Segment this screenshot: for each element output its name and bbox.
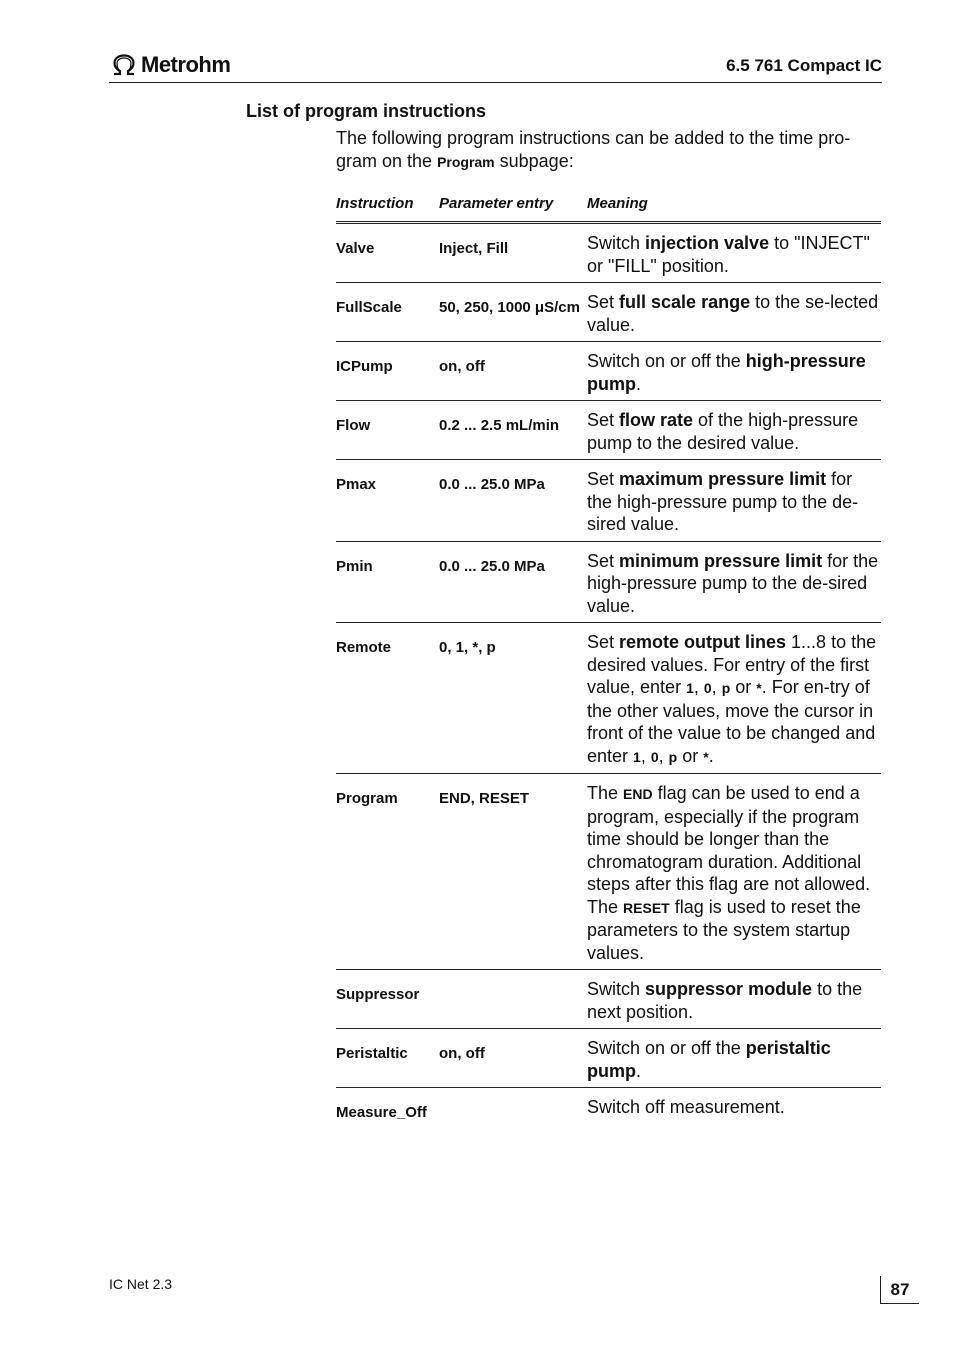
meaning-emphasis: flow rate bbox=[619, 410, 694, 430]
column-header-parameter: Parameter entry bbox=[439, 195, 554, 212]
meaning-cell bbox=[587, 1037, 881, 1082]
meaning-text: to the se-lected value. bbox=[587, 292, 879, 335]
page-header bbox=[109, 50, 882, 83]
table-row bbox=[336, 970, 881, 1029]
table-row bbox=[336, 774, 881, 970]
column-header-meaning: Meaning bbox=[587, 195, 648, 212]
parameter-cell: Inject, Fill bbox=[439, 240, 509, 257]
parameter-cell: 0.0 ... 25.0 MPa bbox=[439, 557, 545, 575]
meaning-cell bbox=[587, 1096, 881, 1124]
meaning-emphasis: suppressor module bbox=[645, 979, 813, 999]
meaning-text: to the next position. bbox=[587, 979, 863, 1022]
instruction-cell: FullScale bbox=[336, 299, 402, 316]
meaning-text: , bbox=[658, 745, 669, 766]
meaning-text: or bbox=[677, 745, 704, 766]
instruction-cell: Measure_Off bbox=[336, 1104, 427, 1121]
instruction-cell: Pmin bbox=[336, 557, 373, 575]
meaning-text: . bbox=[636, 373, 642, 394]
table-row bbox=[336, 401, 881, 460]
meaning-emphasis: minimum pressure limit bbox=[619, 550, 823, 571]
meaning-cell bbox=[587, 978, 881, 1023]
parameter-cell: on, off bbox=[439, 358, 485, 375]
meaning-emphasis: peristaltic pump bbox=[587, 1038, 831, 1081]
instruction-cell: Valve bbox=[336, 240, 375, 257]
meaning-cell bbox=[587, 291, 881, 336]
table-body bbox=[336, 224, 881, 1129]
meaning-text: Set bbox=[587, 410, 620, 430]
meaning-text: Set bbox=[587, 632, 620, 652]
page-number: 87 bbox=[880, 1276, 919, 1304]
meaning-cell bbox=[587, 782, 881, 964]
meaning-text: for the high-pressure pump to the de-sired value. bbox=[587, 469, 859, 534]
meaning-keyword: 1 bbox=[633, 748, 641, 765]
meaning-text: Switch bbox=[587, 979, 646, 999]
meaning-cell bbox=[587, 232, 881, 277]
instruction-cell: Flow bbox=[336, 417, 371, 434]
meaning-keyword: * bbox=[703, 748, 709, 765]
meaning-keyword: RESET bbox=[623, 899, 670, 916]
meaning-text: Switch on or off the bbox=[587, 351, 746, 371]
instruction-cell: Program bbox=[336, 790, 398, 807]
parameter-cell: END, RESET bbox=[439, 790, 530, 807]
meaning-keyword: p bbox=[721, 680, 731, 696]
section-title: 6.5 761 Compact IC bbox=[726, 56, 882, 75]
meaning-keyword: 0 bbox=[703, 680, 712, 696]
meaning-text: , bbox=[693, 677, 704, 697]
brand-name: Metrohm bbox=[141, 52, 231, 77]
parameter-cell bbox=[439, 1096, 587, 1124]
footer-doc-name: IC Net 2.3 bbox=[109, 1276, 173, 1292]
intro-paragraph bbox=[336, 127, 881, 174]
meaning-text: flag is used to reset the parameters to the system startup values. bbox=[587, 896, 861, 963]
meaning-emphasis: maximum pressure limit bbox=[619, 469, 827, 489]
instruction-cell: Peristaltic bbox=[336, 1045, 408, 1062]
meaning-emphasis: full scale range bbox=[619, 292, 751, 312]
meaning-text: Set bbox=[587, 292, 620, 312]
table-row bbox=[336, 542, 881, 624]
table-header bbox=[336, 195, 881, 224]
instruction-cell: ICPump bbox=[336, 358, 393, 375]
meaning-text: . bbox=[708, 745, 714, 766]
meaning-text: or bbox=[730, 677, 757, 697]
table-row bbox=[336, 623, 881, 774]
meaning-text: . bbox=[636, 1060, 642, 1081]
meaning-cell bbox=[587, 350, 881, 395]
table-row bbox=[336, 460, 881, 542]
meaning-text: Switch off measurement. bbox=[587, 1097, 785, 1117]
intro-keyword: Program bbox=[437, 154, 495, 170]
meaning-keyword: * bbox=[756, 680, 762, 696]
parameter-cell bbox=[439, 978, 587, 1023]
meaning-text: to "INJECT" or "FILL" position. bbox=[587, 233, 870, 276]
meaning-text: of the high-pressure pump to the desired value. bbox=[587, 410, 859, 453]
instruction-cell: Remote bbox=[336, 639, 392, 656]
meaning-text: Switch bbox=[587, 233, 646, 253]
meaning-text: Set bbox=[587, 469, 620, 489]
parameter-cell: 0.2 ... 2.5 mL/min bbox=[439, 417, 560, 434]
meaning-cell bbox=[587, 550, 881, 618]
instructions-table bbox=[336, 195, 881, 1129]
meaning-text: . For en-try of the other values, move the cursor in front of the value to be changed and enter bbox=[587, 677, 876, 766]
meaning-keyword: p bbox=[668, 748, 678, 765]
column-header-instruction: Instruction bbox=[336, 195, 414, 212]
meaning-cell bbox=[587, 409, 881, 454]
brand-logo bbox=[111, 52, 230, 78]
meaning-cell bbox=[587, 468, 881, 536]
meaning-text: 1...8 to the desired values. For entry of the first value, enter bbox=[587, 632, 877, 697]
parameter-cell: 0.0 ... 25.0 MPa bbox=[439, 476, 545, 493]
parameter-cell: 50, 250, 1000 μS/cm bbox=[439, 299, 580, 316]
meaning-text: Switch on or off the bbox=[587, 1038, 746, 1058]
table-row bbox=[336, 224, 881, 283]
intro-text: The following program instructions can be added to the time pro-gram on the bbox=[336, 128, 851, 171]
meaning-keyword: END bbox=[623, 786, 653, 802]
table-row bbox=[336, 342, 881, 401]
intro-text-end: subpage: bbox=[494, 151, 574, 171]
parameter-cell: 0, 1, *, p bbox=[439, 639, 496, 656]
instruction-cell: Pmax bbox=[336, 476, 377, 493]
table-row bbox=[336, 1088, 881, 1129]
table-row bbox=[336, 283, 881, 342]
meaning-keyword: 0 bbox=[650, 748, 659, 765]
meaning-text: flag can be used to end a program, especially if the program time should be longer than the chromatogram duration. Additional steps after this flag are not allowed. The bbox=[587, 783, 871, 917]
meaning-text: , bbox=[711, 677, 722, 697]
meaning-text: The bbox=[587, 783, 624, 803]
meaning-cell bbox=[587, 631, 881, 768]
meaning-text: , bbox=[640, 745, 651, 766]
meaning-emphasis: high-pressure pump bbox=[587, 351, 866, 394]
meaning-emphasis: injection valve bbox=[645, 233, 770, 253]
parameter-cell: on, off bbox=[439, 1045, 485, 1062]
meaning-emphasis: remote output lines bbox=[619, 632, 787, 652]
meaning-keyword: 1 bbox=[686, 680, 694, 696]
meaning-text: Set bbox=[587, 550, 620, 571]
omega-icon bbox=[111, 54, 137, 76]
page-heading: List of program instructions bbox=[246, 101, 487, 121]
meaning-text: for the high-pressure pump to the de-sired value. bbox=[587, 550, 879, 616]
instruction-cell: Suppressor bbox=[336, 986, 420, 1003]
table-row bbox=[336, 1029, 881, 1088]
